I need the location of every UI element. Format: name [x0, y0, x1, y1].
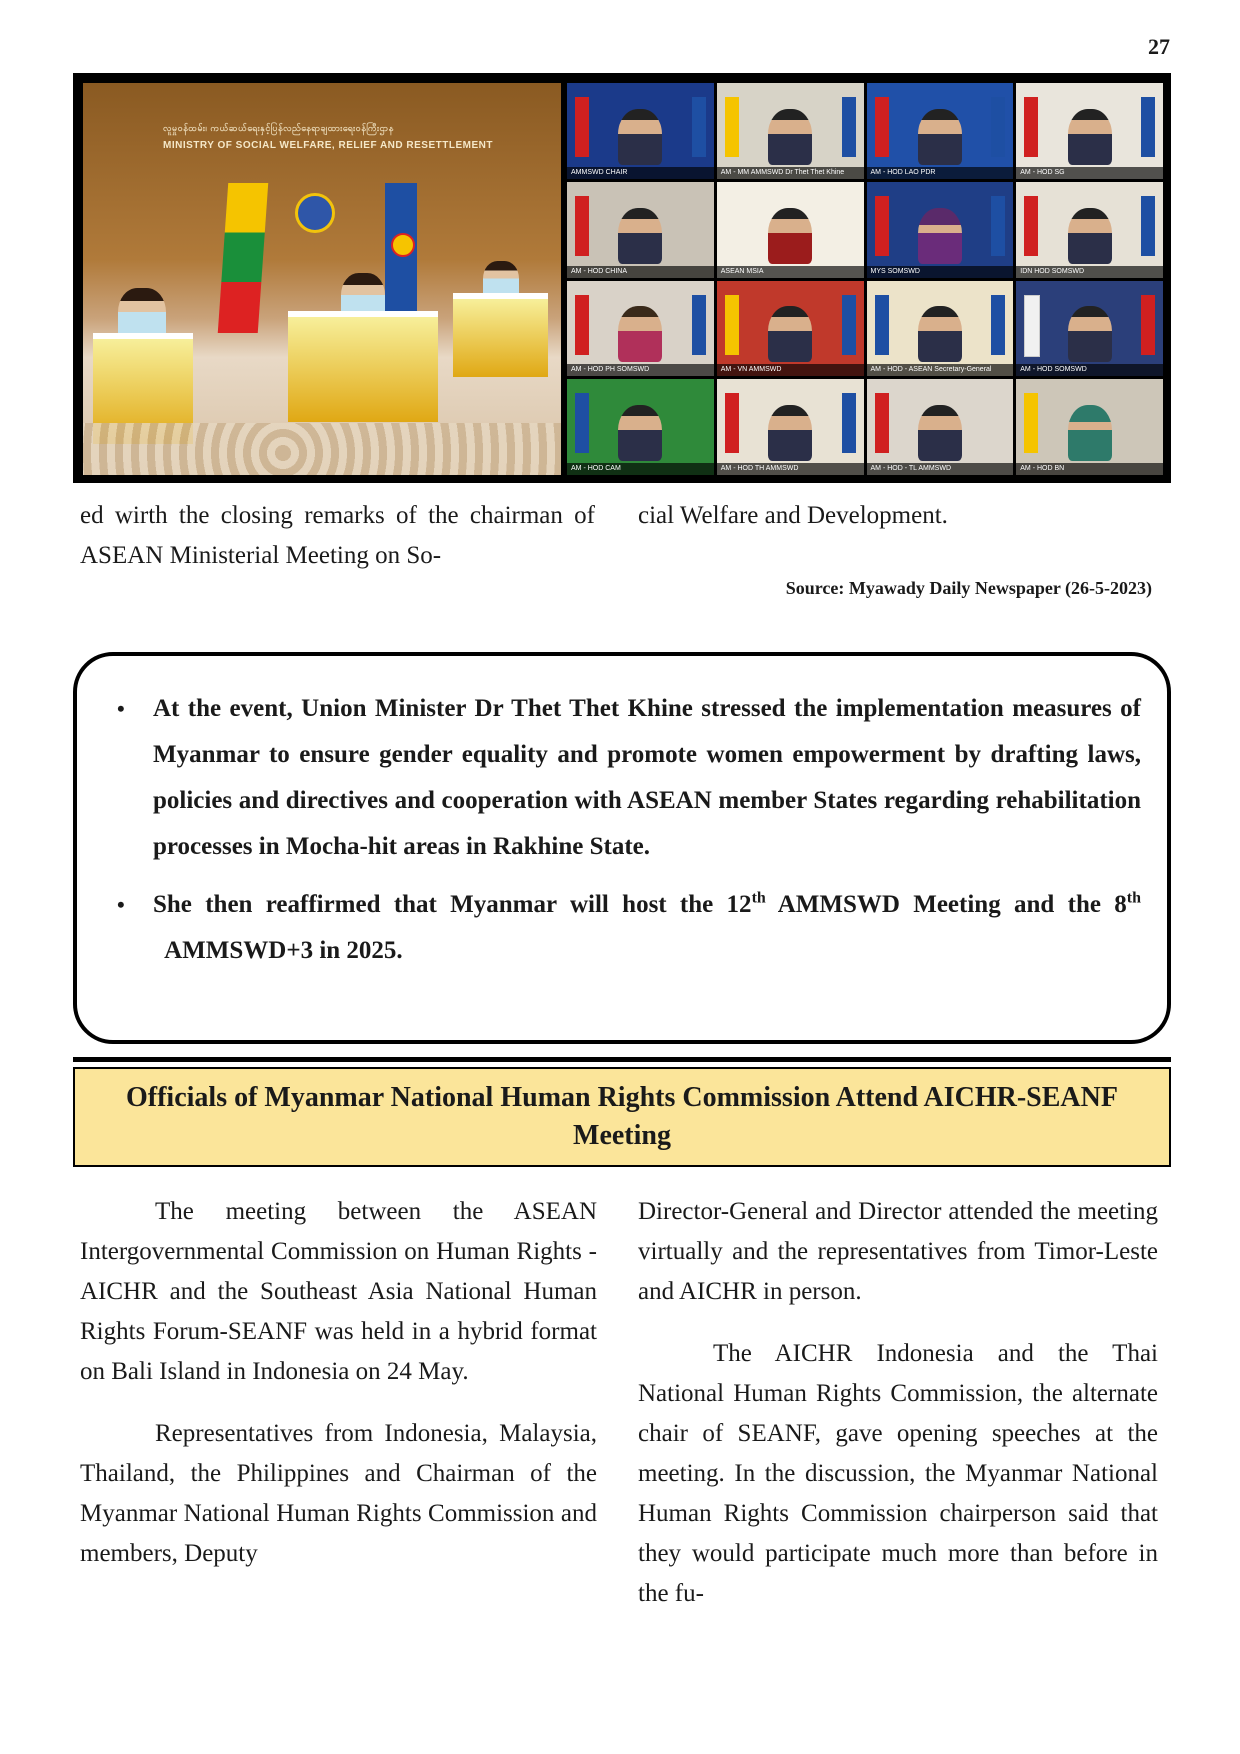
- page-number: 27: [1148, 34, 1170, 59]
- video-tile: [867, 182, 1014, 278]
- tile-caption: AM - HOD BN: [1016, 463, 1163, 475]
- bullet-icon: •: [117, 696, 125, 721]
- myanmar-flag-icon: [218, 183, 268, 333]
- highlight-item: [117, 882, 1141, 974]
- photo-strip: [73, 73, 1171, 483]
- video-tile: [717, 379, 864, 475]
- article-left-column: [80, 1192, 597, 1574]
- video-tile: [1016, 182, 1163, 278]
- ministry-photo: [83, 83, 561, 475]
- tile-caption: AM - HOD LAO PDR: [867, 167, 1014, 179]
- tile-caption: AM - HOD CAM: [567, 463, 714, 475]
- video-tile: [1016, 83, 1163, 179]
- highlight-text-part: She then reaffirmed that Myanmar will host the 12: [153, 891, 752, 918]
- video-tile: [567, 83, 714, 179]
- tile-caption: AMMSWD CHAIR: [567, 167, 714, 179]
- tile-caption: AM - HOD PH SOMSWD: [567, 364, 714, 376]
- tile-caption: AM - MM AMMSWD Dr Thet Thet Khine: [717, 167, 864, 179]
- bullet-icon: •: [117, 892, 125, 917]
- video-tile: [867, 281, 1014, 377]
- video-tile: [567, 379, 714, 475]
- video-tile: [567, 281, 714, 377]
- tile-caption: AM - HOD - ASEAN Secretary-General: [867, 364, 1014, 376]
- tile-caption: MYS SOMSWD: [867, 266, 1014, 278]
- top-article-right-text: cial Welfare and Development.: [638, 502, 948, 529]
- highlight-text-part: AMMSWD Meeting and the 8: [765, 891, 1127, 918]
- ministry-sign-english: MINISTRY OF SOCIAL WELFARE, RELIEF AND RESETTLEMENT: [163, 140, 493, 151]
- tile-caption: AM - HOD - TL AMMSWD: [867, 463, 1014, 475]
- article-paragraph: The meeting between the ASEAN Intergovernmental Commission on Human Rights -AICHR and the Southeast Asia National Human Rights Forum-SEANF was held in a hybrid format on Bali Island in Indonesia on 24 May.: [80, 1198, 597, 1385]
- video-tile: [867, 379, 1014, 475]
- article-paragraph: Representatives from Indonesia, Malaysia, Thailand, the Philippines and Chairman of the Myanmar National Human Rights Commission and members, Deputy: [80, 1420, 597, 1567]
- article-headline-box: [73, 1067, 1171, 1167]
- article-headline: Officials of Myanmar National Human Rights Commission Attend AICHR-SEANF Meeting: [126, 1082, 1118, 1151]
- conference-table: [453, 293, 548, 377]
- ministry-wall-sign: [163, 123, 523, 151]
- article-paragraph: Director-General and Director attended the meeting virtually and the representatives from Timor-Leste and AICHR in person.: [638, 1198, 1158, 1305]
- video-conference-grid: [567, 83, 1163, 475]
- tile-caption: ASEAN MSIA: [717, 266, 864, 278]
- ministry-emblem-icon: [295, 193, 335, 233]
- video-tile: [717, 182, 864, 278]
- conference-table: [288, 311, 438, 422]
- top-article-left-column: [80, 496, 595, 576]
- video-tile: [1016, 379, 1163, 475]
- article-right-column: [638, 1192, 1158, 1614]
- highlight-list: [117, 686, 1141, 974]
- top-article-left-text: ed wirth the closing remarks of the chairman of ASEAN Ministerial Meeting on So-: [80, 502, 595, 569]
- tile-caption: IDN HOD SOMSWD: [1016, 266, 1163, 278]
- tile-caption: AM - HOD SOMSWD: [1016, 364, 1163, 376]
- highlight-box: [73, 652, 1171, 1044]
- video-tile: [717, 281, 864, 377]
- section-divider: [73, 1057, 1171, 1062]
- video-tile: [1016, 281, 1163, 377]
- highlight-text-part: AMMSWD+3 in 2025.: [153, 937, 403, 964]
- video-tile: [717, 83, 864, 179]
- ordinal-suffix: th: [1126, 889, 1141, 907]
- video-tile: [867, 83, 1014, 179]
- ministry-sign-script: လူမှုဝန်ထမ်း၊ ကယ်ဆယ်ရေးနှင့်ပြန်လည်နေရာချထားရေးဝန်ကြီးဌာန: [163, 123, 394, 133]
- ordinal-suffix: th: [751, 889, 766, 907]
- highlight-item: [117, 686, 1141, 870]
- highlight-item-text: At the event, Union Minister Dr Thet Thet Khine stressed the implementation measures of Myanmar to ensure gender equality and promote women empowerment by drafting laws, policies and directives and cooperation with ASEAN member States regarding rehabilitation processes in Mocha-hit areas in Rakhine State.: [153, 695, 1141, 860]
- tile-caption: AM - HOD SG: [1016, 167, 1163, 179]
- video-tile: [567, 182, 714, 278]
- tile-caption: AM - HOD TH AMMSWD: [717, 463, 864, 475]
- article-paragraph: The AICHR Indonesia and the Thai National Human Rights Commission, the alternate chair of SEANF, gave opening speeches at the meeting. In the discussion, the Myanmar National Human Rights Commission chairperson said that they would participate much more than before in the fu-: [638, 1340, 1158, 1607]
- tile-caption: AM - VN AMMSWD: [717, 364, 864, 376]
- tile-caption: AM - HOD CHINA: [567, 266, 714, 278]
- top-article-right-column: [638, 496, 1158, 536]
- carpet: [83, 423, 561, 475]
- source-credit: Source: Myawady Daily Newspaper (26-5-2023): [785, 578, 1152, 598]
